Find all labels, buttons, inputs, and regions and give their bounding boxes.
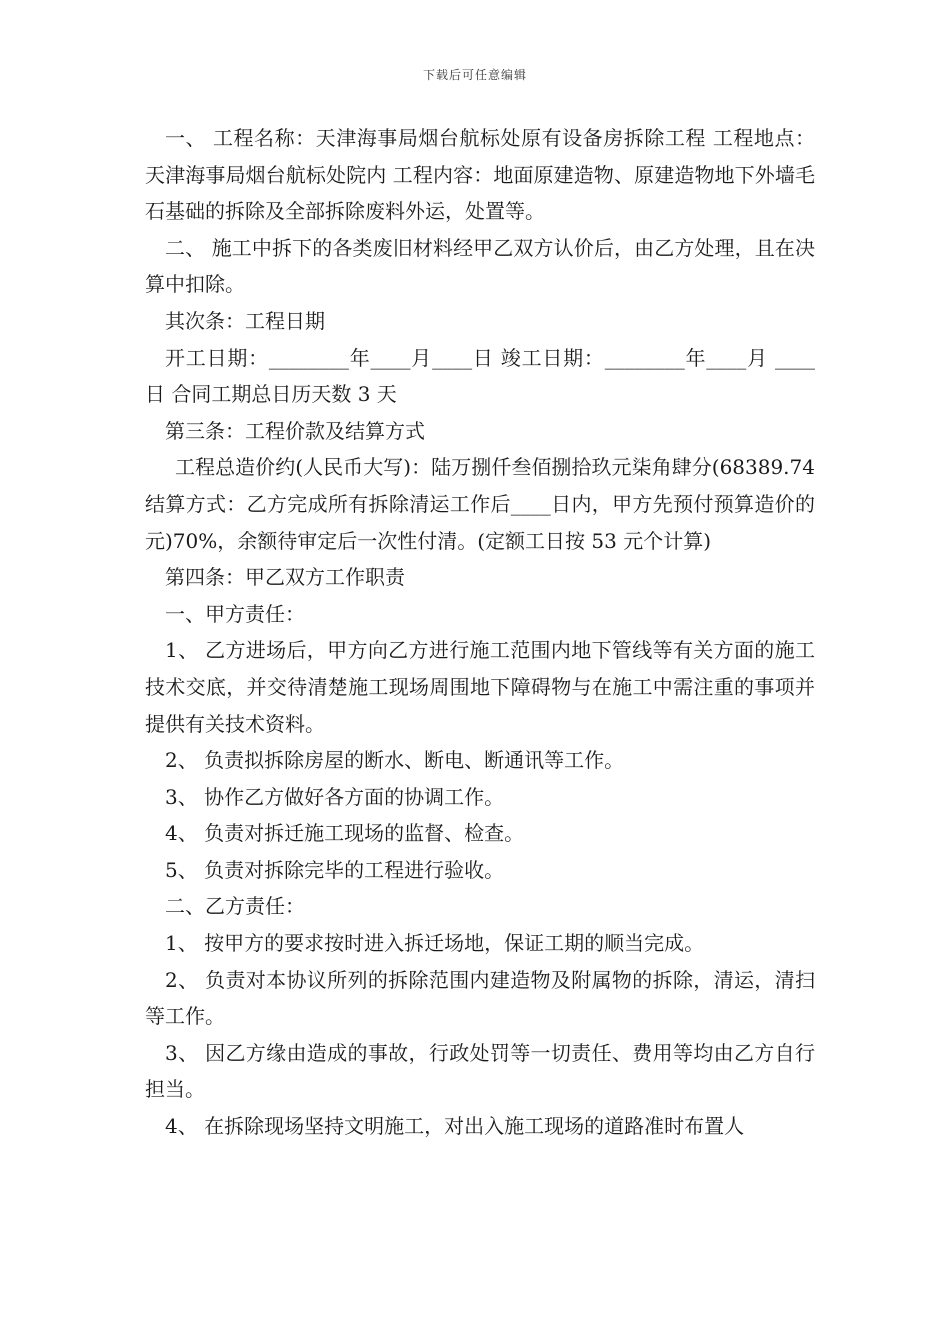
paragraph: 一、甲方责任： [165, 601, 305, 626]
paragraph: 1、 按甲方的要求按时进入拆迁场地，保证工期的顺当完成。 [165, 931, 705, 956]
paragraph: 第四条：甲乙双方工作职责 [165, 565, 405, 590]
paragraph: 二、 施工中拆下的各类废旧材料经甲乙双方认价后，由乙方处理，且在决算中扣除。 [145, 235, 815, 297]
paragraph: 第三条：工程价款及结算方式 [165, 418, 425, 443]
paragraph: 4、 在拆除现场坚持文明施工，对出入施工现场的道路准时布置人 [165, 1114, 745, 1139]
page-header: 下载后可任意编辑 [422, 68, 527, 82]
paragraph: 工程总造价约(人民币大写)：陆万捌仟叁佰捌拾玖元柒角肆分(68389.74 结算方式：乙方完成所有拆除清运工作后____日内，甲方先预付预算造价的元)70%，余额待审定后一次性付清。(定额工日按 53 元个计算) [145, 455, 815, 553]
paragraph: 2、 负责拟拆除房屋的断水、断电、断通讯等工作。 [165, 748, 625, 773]
paragraph: 一、 工程名称：天津海事局烟台航标处原有设备房拆除工程 工程地点：天津海事局烟台航标处院内 工程内容：地面原建造物、原建造物地下外墙毛石基础的拆除及全部拆除废料外运，处置等。 [145, 126, 815, 224]
paragraph: 其次条：工程日期 [165, 308, 325, 333]
paragraph: 5、 负责对拆除完毕的工程进行验收。 [165, 857, 505, 882]
paragraph: 2、 负责对本协议所列的拆除范围内建造物及附属物的拆除，清运，清扫等工作。 [145, 967, 815, 1029]
paragraph: 二、乙方责任： [165, 894, 305, 919]
paragraph: 3、 因乙方缘由造成的事故，行政处罚等一切责任、费用等均由乙方自行担当。 [145, 1040, 815, 1102]
paragraph: 1、 乙方进场后，甲方向乙方进行施工范围内地下管线等有关方面的施工技术交底，并交待清楚施工现场周围地下障碍物与在施工中需注重的事项并提供有关技术资料。 [145, 638, 815, 736]
paragraph: 3、 协作乙方做好各方面的协调工作。 [165, 784, 505, 809]
paragraph: 开工日期：________年____月____日 竣工日期：________年____月 ____日 合同工期总日历天数 3 天 [145, 345, 815, 407]
document-body [145, 120, 815, 1145]
paragraph: 4、 负责对拆迁施工现场的监督、检查。 [165, 821, 525, 846]
